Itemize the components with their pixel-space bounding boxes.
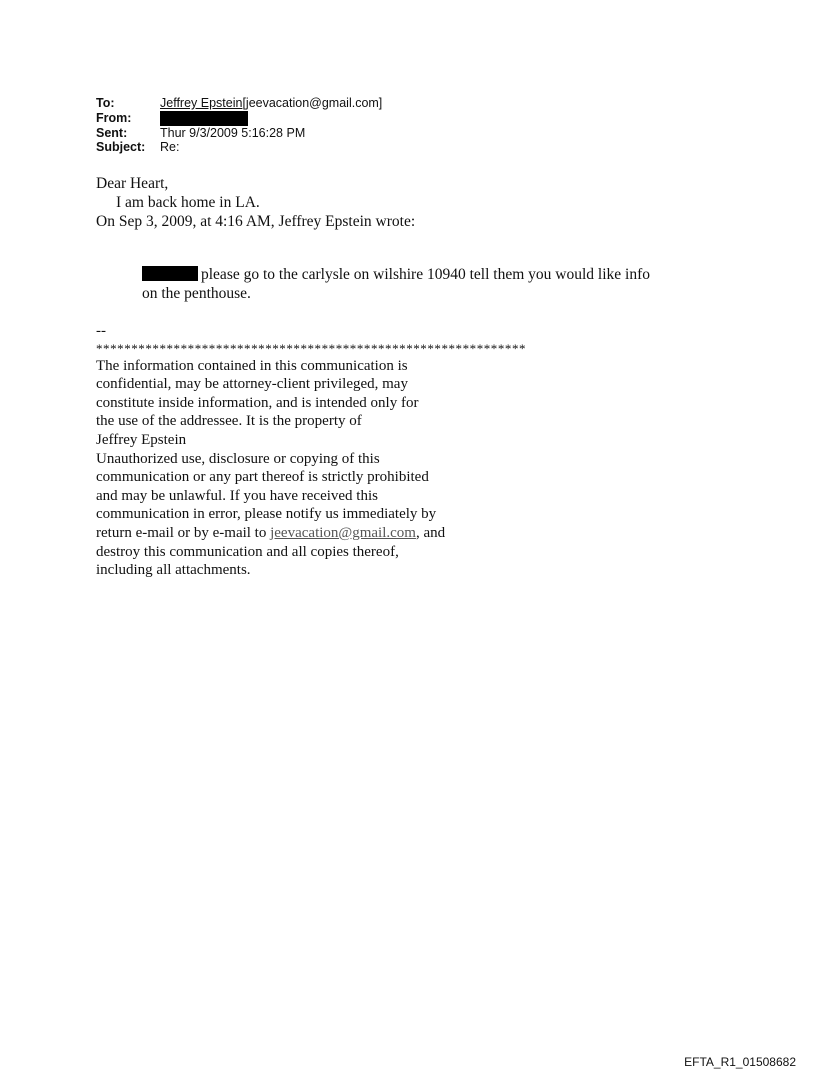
from-label: From: bbox=[96, 110, 132, 125]
disclaimer-line: and may be unlawful. If you have received this bbox=[96, 487, 378, 504]
disclaimer-line: communication in error, please notify us immediately by bbox=[96, 506, 437, 523]
subject-label: Subject: bbox=[96, 140, 146, 154]
return-prefix: return e-mail or by e-mail to bbox=[96, 524, 271, 541]
from-row bbox=[96, 111, 382, 126]
quote-line-1 bbox=[142, 265, 650, 284]
email-link[interactable]: jeevacation@gmail.com bbox=[270, 524, 416, 541]
body-line-1: I am back home in LA. bbox=[116, 194, 260, 211]
bates-number: EFTA_R1_01508682 bbox=[684, 1055, 796, 1069]
disclaimer-line: Jeffrey Epstein bbox=[96, 431, 187, 448]
greeting: Dear Heart, bbox=[96, 175, 169, 192]
to-label: To: bbox=[96, 96, 115, 110]
signature-disclaimer bbox=[96, 322, 526, 580]
sent-row bbox=[96, 126, 382, 141]
name-redaction bbox=[142, 266, 198, 281]
disclaimer-return-line bbox=[96, 524, 526, 543]
from-redaction bbox=[160, 111, 248, 126]
disclaimer-line: The information contained in this communication is bbox=[96, 357, 408, 374]
disclaimer-line: constitute inside information, and is intended only for bbox=[96, 394, 419, 411]
subject-value: Re: bbox=[160, 140, 180, 154]
to-name: Jeffrey Epstein bbox=[160, 96, 243, 110]
quoted-message bbox=[142, 265, 650, 303]
signature-dashes: -- bbox=[96, 323, 106, 339]
email-body bbox=[96, 174, 415, 231]
quote-line-1-text: please go to the carlysle on wilshire 10940 tell them you would like info bbox=[201, 266, 650, 283]
signature-stars: ************************************************************* bbox=[96, 340, 527, 356]
disclaimer-line: including all attachments. bbox=[96, 562, 251, 579]
disclaimer-line: the use of the addressee. It is the property of bbox=[96, 413, 362, 430]
sent-label: Sent: bbox=[96, 125, 128, 140]
quote-line-2: on the penthouse. bbox=[142, 285, 251, 302]
disclaimer-line: confidential, may be attorney-client privileged, may bbox=[96, 376, 408, 393]
to-value bbox=[160, 96, 382, 111]
disclaimer-line: communication or any part thereof is strictly prohibited bbox=[96, 469, 429, 486]
email-header bbox=[96, 96, 382, 155]
to-email: [jeevacation@gmail.com] bbox=[242, 96, 383, 110]
to-row bbox=[96, 96, 382, 111]
disclaimer-line: destroy this communication and all copies thereof, bbox=[96, 543, 399, 560]
subject-row bbox=[96, 140, 382, 155]
return-suffix: , and bbox=[415, 524, 446, 541]
disclaimer-line: Unauthorized use, disclosure or copying of this bbox=[96, 450, 380, 467]
sent-value: Thur 9/3/2009 5:16:28 PM bbox=[160, 125, 306, 140]
quote-intro: On Sep 3, 2009, at 4:16 AM, Jeffrey Epstein wrote: bbox=[96, 213, 416, 230]
